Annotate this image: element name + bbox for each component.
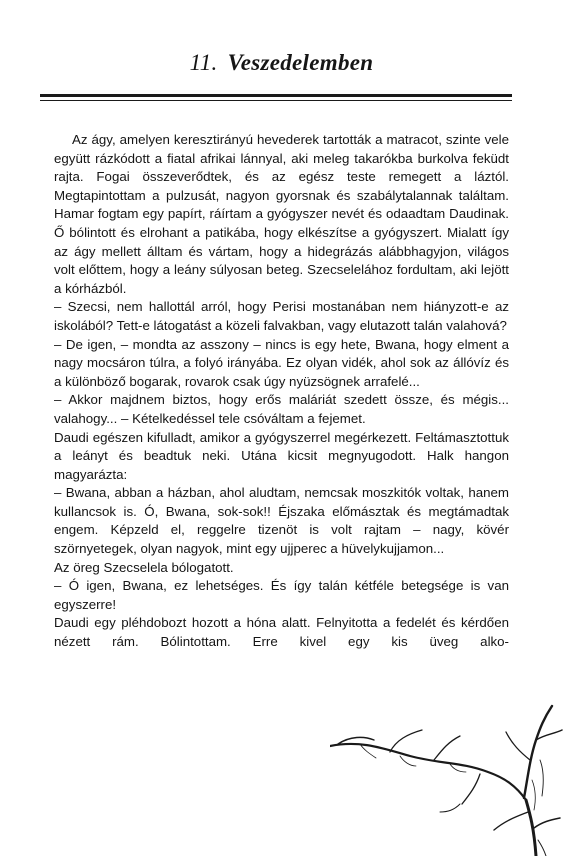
paragraph-2: – Szecsi, nem hallottál arról, hogy Perisi mostanában nem hiányzott-e az iskolából? Tett-e látogatást a közeli falvakban, vagy elutazott talán valahová? xyxy=(54,299,509,333)
heading-rule-thick xyxy=(40,94,512,97)
paragraph-6: – Bwana, abban a házban, ahol aludtam, nemcsak moszkitók voltak, hanem kullancsok is. Ó, Bwana, sok-sok!! Éjszaka előmásztak és megtámadtak engem. Képzeld el, reggelre tizenöt is volt rajtam – nagy, kövér szörnyetegek, olyan nagyok, mint egy ujjperec a hüvelykujjamon... xyxy=(54,485,509,557)
chapter-title: Veszedelemben xyxy=(227,50,374,75)
paragraph-8: – Ó igen, Bwana, ez lehetséges. És így talán kétféle betegsége is van egyszerre! xyxy=(54,578,509,612)
paragraph-1: Az ágy, amelyen keresztirányú hevederek tartották a matracot, szinte vele együtt rázkódott a fiatal afrikai lánnyal, aki meleg takarókba burkolva feküdt rajta. Fogai összeverődtek, és az egész teste remegett a láztól. Megtapintottam a pulzusát, nagyon gyorsnak és szabálytalannak találtam. Hamar fogtam egy papírt, ráírtam a gyógyszer nevét és odaadtam Daudinak. Ő bólintott és elrohant a patikába, hogy elkészítse a gyógyszert. Mialatt így az ágy mellett álltam és vártam, hogy a hidegrázás alábbhagyjon, világos volt előttem, hogy a leány súlyosan beteg. Szecselelához fordultam, aki lejött a kórházból. xyxy=(54,132,509,296)
paragraph-7: Az öreg Szecselela bólogatott. xyxy=(54,559,234,575)
paragraph-4: – Akkor majdnem biztos, hogy erős maláriát szedett össze, és mégis... valahogy... – Kételkedéssel tele csóváltam a fejemet. xyxy=(54,392,509,426)
chapter-heading xyxy=(0,50,563,76)
body-text xyxy=(54,131,509,652)
heading-rule-thin xyxy=(40,100,512,101)
paragraph-9: Daudi egy pléhdobozt hozott a hóna alatt. Felnyitotta a fedelét és kérdően nézett rám. Bólintottam. Erre kivel egy kis üveg alko- xyxy=(54,615,509,650)
paragraph-3: – De igen, – mondta az asszony – nincs is egy hete, Bwana, hogy elment a nagy mocsáron túlra, a folyó irányába. Ez olyan vidék, ahol sok az állóvíz és a különböző bogarak, rovarok csak úgy nyüzsögnek arrafelé... xyxy=(54,336,509,389)
tree-branch-illustration xyxy=(330,700,563,856)
paragraph-5: Daudi egészen kifulladt, amikor a gyógyszerrel megérkezett. Feltámasztottuk a leányt és beadtuk neki. Utána kicsit megnyugodott. Halk hangon magyarázta: xyxy=(54,429,509,482)
chapter-number: 11. xyxy=(189,50,218,75)
